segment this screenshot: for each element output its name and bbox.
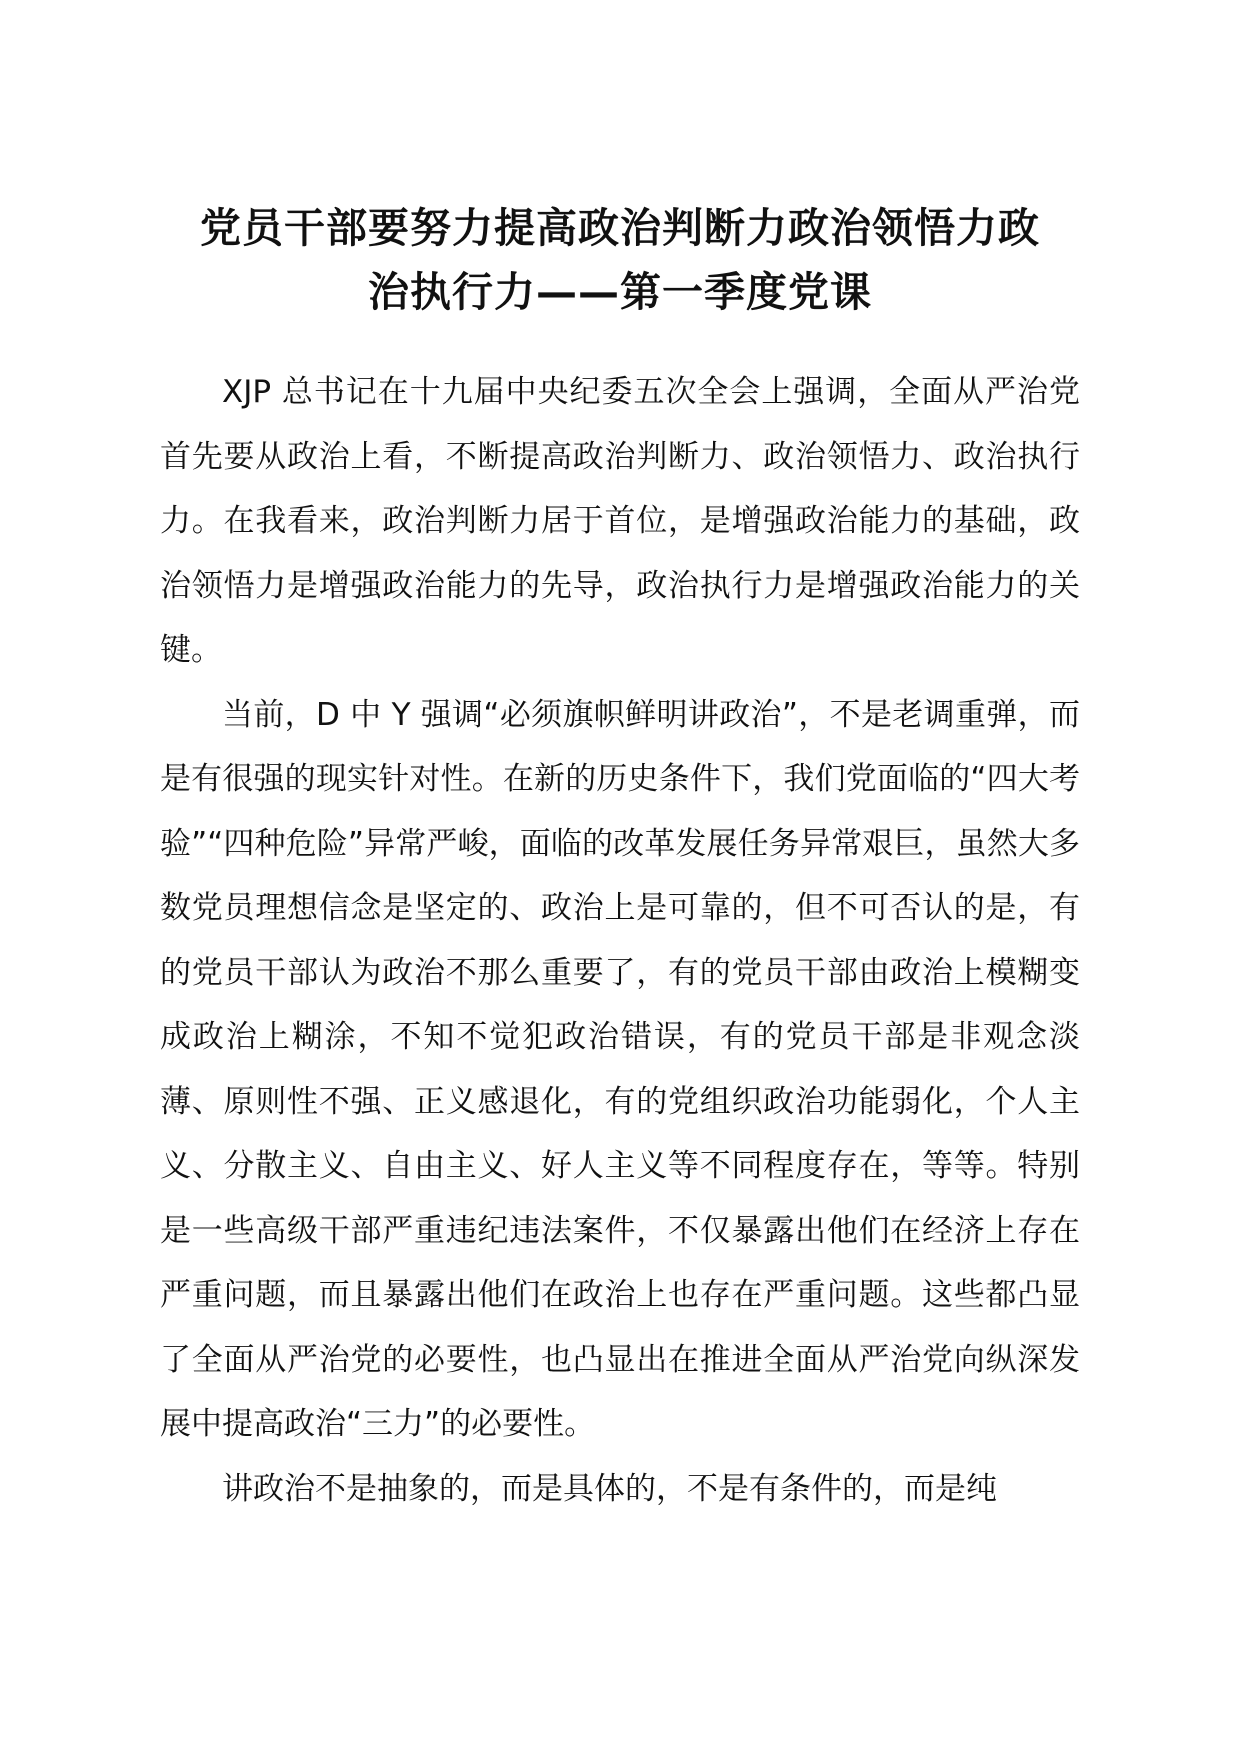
title-line-1: 党员干部要努力提高政治判断力政治领悟力政 (200, 204, 1040, 252)
document-body (160, 360, 1080, 1521)
paragraph-1: XJP 总书记在十九届中央纪委五次全会上强调，全面从严治党首先要从政治上看，不断提高政治判断力、政治领悟力、政治执行力。在我看来，政治判断力居于首位，是增强政治能力的基础，政治领悟力是增强政治能力的先导，政治执行力是增强政治能力的关键。 (160, 374, 1080, 668)
title-line-2: 治执行力——第一季度党课 (368, 268, 872, 316)
document-title (150, 196, 1090, 324)
paragraph-3: 讲政治不是抽象的，而是具体的，不是有条件的，而是纯 (222, 1470, 997, 1507)
paragraph-2: 当前，D 中 Y 强调“必须旗帜鲜明讲政治”，不是老调重弹，而是有很强的现实针对性。在新的历史条件下，我们党面临的“四大考验”“四种危险”异常严峻，面临的改革发展任务异常艰巨，虽然大多数党员理想信念是坚定的、政治上是可靠的，但不可否认的是，有的党员干部认为政治不那么重要了，有的党员干部由政治上模糊变成政治上糊涂，不知不觉犯政治错误，有的党员干部是非观念淡薄、原则性不强、正义感退化，有的党组织政治功能弱化，个人主义、分散主义、自由主义、好人主义等不同程度存在，等等。特别是一些高级干部严重违纪违法案件，不仅暴露出他们在经济上存在严重问题，而且暴露出他们在政治上也存在严重问题。这些都凸显了全面从严治党的必要性，也凸显出在推进全面从严治党向纵深发展中提高政治“三力”的必要性。 (160, 696, 1080, 1442)
